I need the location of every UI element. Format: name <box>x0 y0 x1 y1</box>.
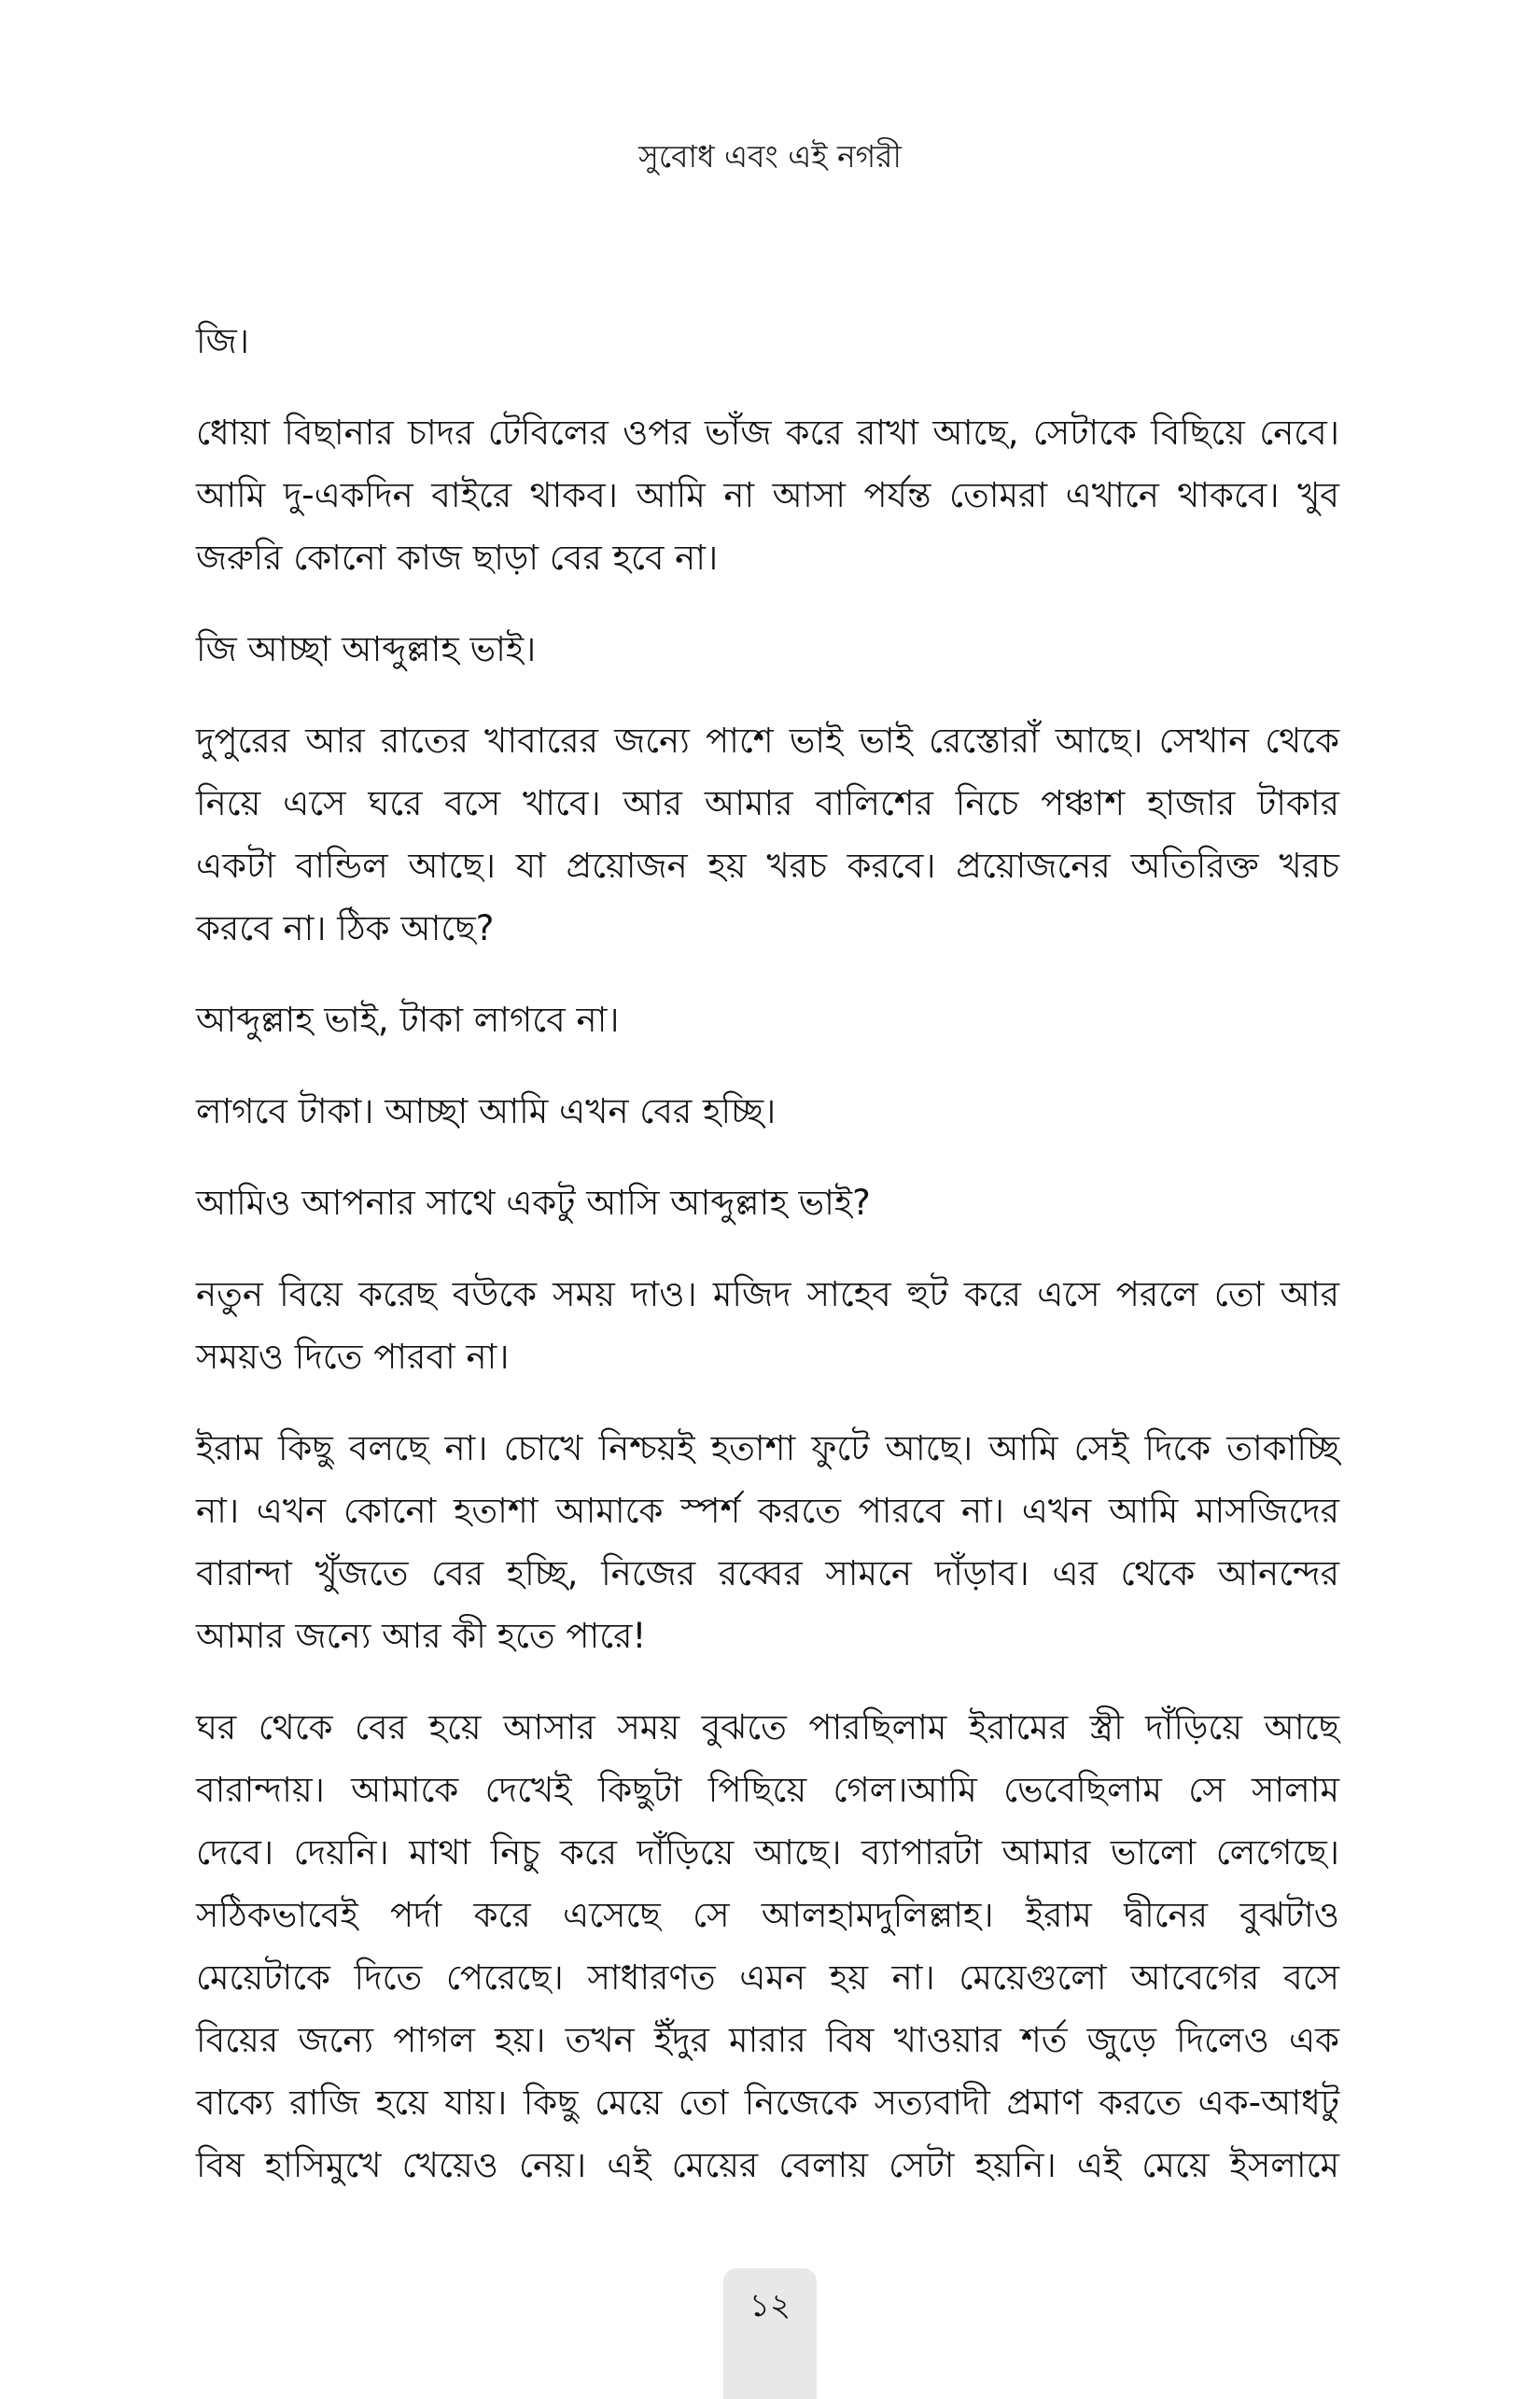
text-line: বারান্দা খুঁজতে বের হচ্ছি, নিজের রব্বের সামনে দাঁড়াব। এর থেকে আনন্দের <box>196 1553 1339 1593</box>
text-line: মেয়েটাকে দিতে পেরেছে। সাধারণত এমন হয় না। মেয়েগুলো আবেগের বসে <box>196 1957 1339 1998</box>
text-line: জি আচ্ছা আব্দুল্লাহ ভাই। <box>196 629 537 669</box>
text-line: করবে না। ঠিক আছে? <box>196 908 495 948</box>
text-line: আমার জন্যে আর কী হতে পারে! <box>196 1616 647 1656</box>
body-text <box>196 310 1339 2225</box>
paragraph <box>196 709 1339 960</box>
paragraph <box>196 1263 1339 1388</box>
text-line: সঠিকভাবেই পর্দা করে এসেছে সে আলহামদুলিল্লাহ। ইরাম দ্বীনের বুঝটাও <box>196 1895 1339 1935</box>
text-line: ইরাম কিছু বলছে না। চোখে নিশ্চয়ই হতাশা ফুটে আছে। আমি সেই দিকে তাকাচ্ছি <box>196 1428 1339 1468</box>
page-number-tab <box>723 2268 817 2399</box>
text-line: দেবে। দেয়নি। মাথা নিচু করে দাঁড়িয়ে আছে। ব্যাপারটা আমার ভালো লেগেছে। <box>196 1832 1339 1873</box>
paragraph <box>196 310 1339 372</box>
paragraph <box>196 1171 1339 1234</box>
paragraph <box>196 1696 1339 2196</box>
text-line: বিষ হাসিমুখে খেয়েও নেয়। এই মেয়ের বেলায় সেটা হয়নি। এই মেয়ে ইসলামে <box>196 2145 1339 2185</box>
text-line: না। এখন কোনো হতাশা আমাকে স্পর্শ করতে পারবে না। এখন আমি মাসজিদের <box>196 1491 1339 1531</box>
text-line: আব্দুল্লাহ ভাই, টাকা লাগবে না। <box>196 1000 620 1040</box>
text-line: আমিও আপনার সাথে একটু আসি আব্দুল্লাহ ভাই? <box>196 1183 871 1223</box>
text-line: জরুরি কোনো কাজ ছাড়া বের হবে না। <box>196 538 719 578</box>
paragraph <box>196 989 1339 1051</box>
text-line: বারান্দায়। আমাকে দেখেই কিছুটা পিছিয়ে গেল।আমি ভেবেছিলাম সে সালাম <box>196 1770 1339 1810</box>
paragraph <box>196 1080 1339 1143</box>
paragraph <box>196 618 1339 680</box>
text-line: সময়ও দিতে পারবা না। <box>196 1337 510 1377</box>
text-line: বিয়ের জন্যে পাগল হয়। তখন ইঁদুর মারার বিষ খাওয়ার শর্ত জুড়ে দিলেও এক <box>196 2020 1339 2060</box>
text-line: নতুন বিয়ে করেছ বউকে সময় দাও। মজিদ সাহেব হুট করে এসে পরলে তো আর <box>196 1274 1339 1314</box>
text-line: দুপুরের আর রাতের খাবারের জন্যে পাশে ভাই ভাই রেস্তোরাঁ আছে। সেখান থেকে <box>196 721 1339 761</box>
text-line: বাক্যে রাজি হয়ে যায়। কিছু মেয়ে তো নিজেকে সত্যবাদী প্রমাণ করতে এক-আধটু <box>196 2083 1339 2123</box>
paragraph <box>196 401 1339 589</box>
page-number: ১২ <box>749 2287 791 2324</box>
text-line: নিয়ে এসে ঘরে বসে খাবে। আর আমার বালিশের নিচে পঞ্চাশ হাজার টাকার <box>196 783 1339 823</box>
text-line: জি। <box>196 321 249 361</box>
running-header <box>0 129 1540 185</box>
text-line: আমি দু-একদিন বাইরে থাকব। আমি না আসা পর্যন্ত তোমরা এখানে থাকবে। খুব <box>196 475 1339 515</box>
text-line: ঘর থেকে বের হয়ে আসার সময় বুঝতে পারছিলাম ইরামের স্ত্রী দাঁড়িয়ে আছে <box>196 1707 1339 1747</box>
text-line: একটা বান্ডিল আছে। যা প্রয়োজন হয় খরচ করবে। প্রয়োজনের অতিরিক্ত খরচ <box>196 846 1339 886</box>
text-line: লাগবে টাকা। আচ্ছা আমি এখন বের হচ্ছি। <box>196 1091 777 1131</box>
text-line: ধোয়া বিছানার চাদর টেবিলের ওপর ভাঁজ করে রাখা আছে, সেটাকে বিছিয়ে নেবে। <box>196 413 1339 453</box>
paragraph <box>196 1417 1339 1667</box>
book-title: সুবোধ এবং এই নগরী <box>638 138 902 175</box>
